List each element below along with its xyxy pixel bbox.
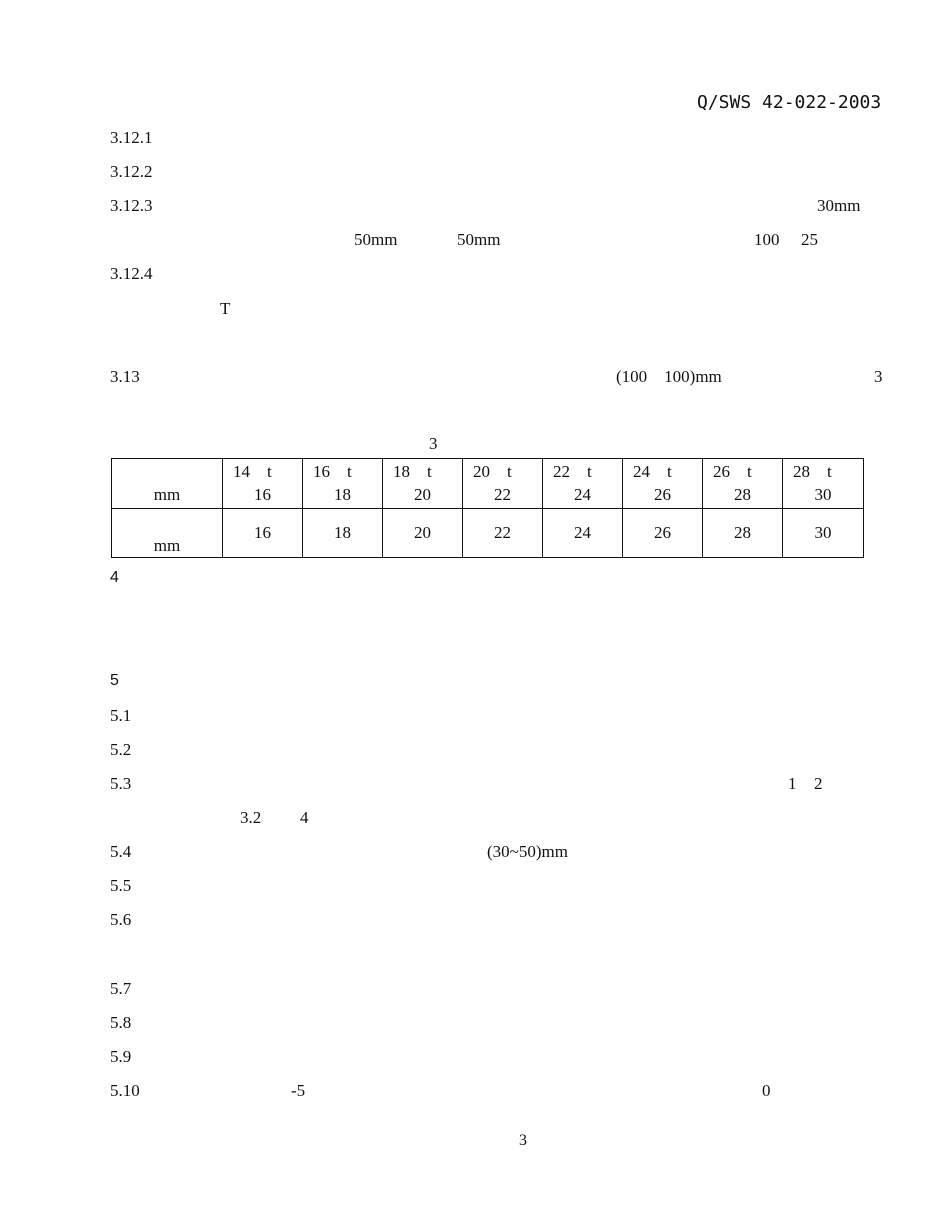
clause-5-4: 5.4 [110, 842, 132, 861]
table-reference-3: 3 [874, 367, 883, 386]
thickness-table [111, 458, 864, 558]
cell-value: 18 [334, 523, 351, 542]
range-upper: 20 [414, 485, 431, 504]
value-50mm-b: 50mm [457, 230, 501, 249]
clause-5-3: 5.3 [110, 774, 132, 793]
row-label: mm [153, 536, 181, 555]
table-cell [223, 509, 303, 558]
value-4: 4 [300, 808, 309, 827]
value-100x100mm: (100 100)mm [616, 367, 722, 386]
table-row [112, 509, 864, 558]
table-cell [223, 459, 303, 509]
range-upper: 28 [734, 485, 751, 504]
table-caption: 3 [429, 434, 438, 453]
value-t-letter: T [220, 299, 231, 318]
clause-5-8: 5.8 [110, 1013, 132, 1032]
section-5-heading: 5 [110, 672, 119, 689]
range-label: 24 t [633, 462, 672, 481]
range-upper: 24 [574, 485, 591, 504]
row-header [112, 509, 223, 558]
clause-5-2: 5.2 [110, 740, 132, 759]
range-upper: 26 [654, 485, 671, 504]
table-cell [703, 509, 783, 558]
value-1: 1 [788, 774, 797, 793]
range-upper: 18 [334, 485, 351, 504]
range-label: 28 t [793, 462, 832, 481]
clause-3-12-4: 3.12.4 [110, 264, 153, 283]
range-label: 18 t [393, 462, 432, 481]
range-label: 20 t [473, 462, 512, 481]
clause-3-12-1: 3.12.1 [110, 128, 153, 147]
cell-value: 30 [814, 523, 832, 542]
table-cell [783, 509, 864, 558]
value-30mm: 30mm [817, 196, 861, 215]
table-cell [783, 459, 864, 509]
clause-5-5: 5.5 [110, 876, 132, 895]
table-cell [383, 509, 463, 558]
range-upper: 16 [254, 485, 271, 504]
table-cell [463, 509, 543, 558]
table-cell [623, 459, 703, 509]
table-cell [303, 509, 383, 558]
table-cell [543, 459, 623, 509]
value-30-50mm: (30~50)mm [487, 842, 568, 861]
range-label: 14 t [233, 462, 272, 481]
clause-3-13: 3.13 [110, 367, 140, 386]
document-code: Q/SWS 42-022-2003 [697, 92, 882, 113]
cell-value: 26 [654, 523, 671, 542]
range-upper: 30 [814, 485, 832, 504]
cell-value: 20 [414, 523, 431, 542]
clause-5-1: 5.1 [110, 706, 132, 725]
value-minus-5: -5 [291, 1081, 306, 1100]
value-100: 100 [754, 230, 780, 249]
value-25: 25 [801, 230, 818, 249]
clause-5-10: 5.10 [110, 1081, 140, 1100]
clause-3-12-3: 3.12.3 [110, 196, 153, 215]
clause-5-9: 5.9 [110, 1047, 132, 1066]
section-4-heading: 4 [110, 569, 119, 586]
value-0: 0 [762, 1081, 771, 1100]
cell-value: 22 [494, 523, 511, 542]
table-row [112, 459, 864, 509]
range-label: 22 t [553, 462, 592, 481]
table-cell [543, 509, 623, 558]
cell-value: 16 [254, 523, 271, 542]
clause-5-7: 5.7 [110, 979, 132, 998]
clause-5-6: 5.6 [110, 910, 132, 929]
page-number: 3 [519, 1132, 527, 1149]
value-3-2: 3.2 [240, 808, 262, 827]
table-cell [303, 459, 383, 509]
range-upper: 22 [494, 485, 511, 504]
table-cell [623, 509, 703, 558]
clause-3-12-2: 3.12.2 [110, 162, 153, 181]
value-50mm-a: 50mm [354, 230, 398, 249]
table-cell [463, 459, 543, 509]
cell-value: 28 [734, 523, 751, 542]
value-2: 2 [814, 774, 823, 793]
table-cell [383, 459, 463, 509]
row-label: mm [153, 485, 181, 504]
range-label: 16 t [313, 462, 352, 481]
range-label: 26 t [713, 462, 752, 481]
cell-value: 24 [574, 523, 591, 542]
row-header [112, 459, 223, 509]
table-cell [703, 459, 783, 509]
